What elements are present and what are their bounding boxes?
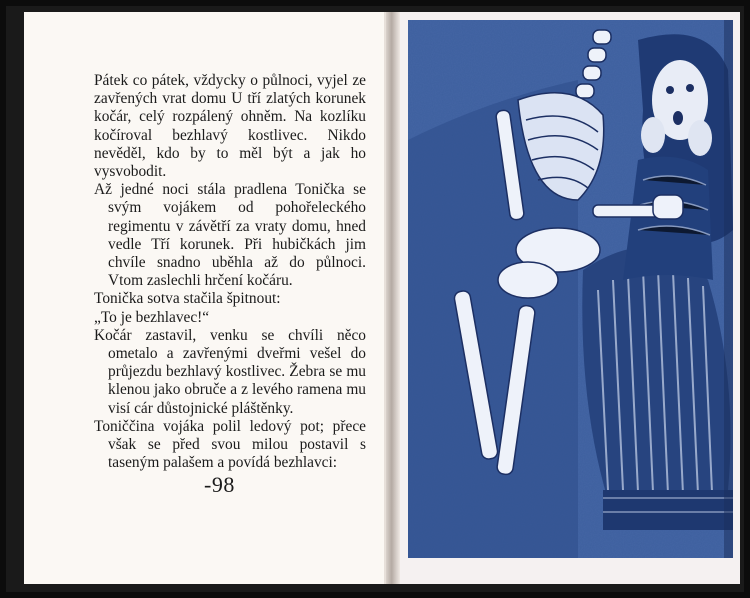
story-text (94, 72, 366, 472)
paragraph-1: Pátek co pátek, vždycky o půlnoci, vyjel ze zavřených vrat domu U tří zlatých korunek kočár, celý rozpálený ohněm. Na kozlíku kočíroval bezhlavý kostlivec. Nikdo nevěděl, kdo by to měl být a jak ho vysvobodit. (94, 72, 366, 181)
paragraph-6: Toniččina vojáka polil ledový pot; přece však se před svou milou postavil s taseným palašem a povídá bezhlavci: (94, 417, 366, 472)
right-page (400, 12, 740, 584)
paragraph-2: Až jedné noci stála pradlena Tonička se svým vojákem od pohořeleckého regimentu v závětří za vraty domu, hned vedle Tří korunek. Při hubičkách jim chvíle snadno uběhla až do půlnoci. Vtom zaslechli hrčení kočáru. (94, 181, 366, 290)
left-page (24, 12, 386, 584)
open-book (6, 6, 744, 592)
woman-dress (582, 247, 730, 500)
page-number: -98 (204, 472, 235, 497)
paragraph-3: Tonička sotva stačila špitnout: (94, 290, 281, 308)
illustration-skeleton-and-woman (408, 20, 733, 558)
paragraph-4: „To je bezhlavec!“ (94, 308, 210, 326)
paragraph-5: Kočár zastavil, venku se chvíli něco ometalo a zavřenými dveřmi vešel do průjezdu bezhlavý kostlivec. Žebra se mu klenou jako obruče a z levého ramena mu visí cár důstojnické pláštěnky. (94, 326, 366, 417)
book-gutter (386, 12, 400, 584)
